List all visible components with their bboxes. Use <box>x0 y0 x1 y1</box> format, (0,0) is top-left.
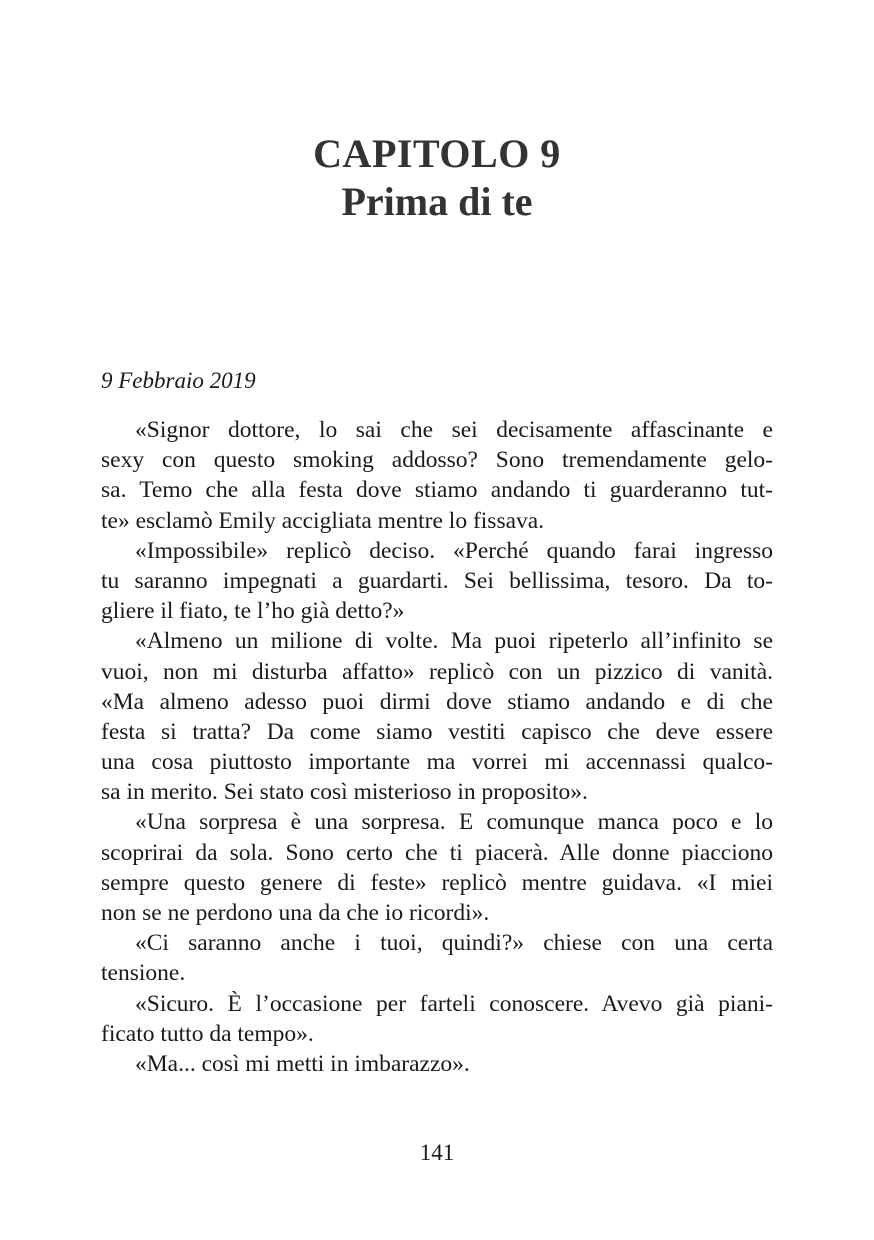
text-line: te» esclamò Emily accigliata mentre lo fissava. <box>101 507 545 534</box>
paragraph <box>101 415 773 536</box>
paragraph <box>101 807 773 928</box>
text-line: tensione. <box>101 960 186 987</box>
chapter-heading <box>0 130 874 226</box>
paragraph <box>101 989 773 1049</box>
chapter-number: CAPITOLO 9 <box>313 131 561 176</box>
text-line: «Impossibile» replicò deciso. «Perché quando farai ingresso <box>135 537 773 564</box>
text-line: una cosa piuttosto importante ma vorrei mi accennassi qualco- <box>101 749 773 776</box>
text-line: sexy con questo smoking addosso? Sono tremendamente gelo- <box>101 447 773 474</box>
text-line: sempre questo genere di feste» replicò mentre guidava. «I miei <box>101 869 773 896</box>
text-line: «Almeno un milione di volte. Ma puoi ripeterlo all’infinito se <box>135 628 773 655</box>
text-line: «Una sorpresa è una sorpresa. E comunque manca poco e lo <box>135 809 773 836</box>
text-line: festa si tratta? Da come siamo vestiti capisco che deve essere <box>101 718 773 745</box>
text-line: non se ne perdono una da che io ricordi». <box>101 900 490 926</box>
text-line: ficato tutto da tempo». <box>101 1020 314 1047</box>
body-text <box>101 415 773 1079</box>
text-line: «Ma almeno adesso puoi dirmi dove stiamo andando e di che <box>101 688 773 715</box>
chapter-title: Prima di te <box>341 179 533 224</box>
paragraph <box>101 928 773 988</box>
paragraph <box>101 626 773 807</box>
text-line: sa. Temo che alla festa dove stiamo andando ti guarderanno tut- <box>101 477 773 504</box>
entry-date: 9 Febbraio 2019 <box>101 368 256 393</box>
text-line: vuoi, non mi disturba affatto» replicò con un pizzico di vanità. <box>101 658 773 685</box>
text-line: «Ci saranno anche i tuoi, quindi?» chiese con una certa <box>135 930 773 957</box>
text-line: «Signor dottore, lo sai che sei decisamente affascinante e <box>135 417 773 443</box>
paragraph <box>101 536 773 627</box>
page-number: 141 <box>419 1140 455 1165</box>
paragraph <box>101 1049 773 1079</box>
text-line: «Sicuro. È l’occasione per farteli conoscere. Avevo già piani- <box>135 990 773 1017</box>
text-line: «Ma... così mi metti in imbarazzo». <box>135 1050 470 1077</box>
text-line: tu saranno impegnati a guardarti. Sei bellissima, tesoro. Da to- <box>101 567 773 594</box>
text-line: gliere il fiato, te l’ho già detto?» <box>101 598 405 625</box>
text-line: scoprirai da sola. Sono certo che ti piacerà. Alle donne piacciono <box>101 839 773 866</box>
text-line: sa in merito. Sei stato così misterioso in proposito». <box>101 779 588 806</box>
